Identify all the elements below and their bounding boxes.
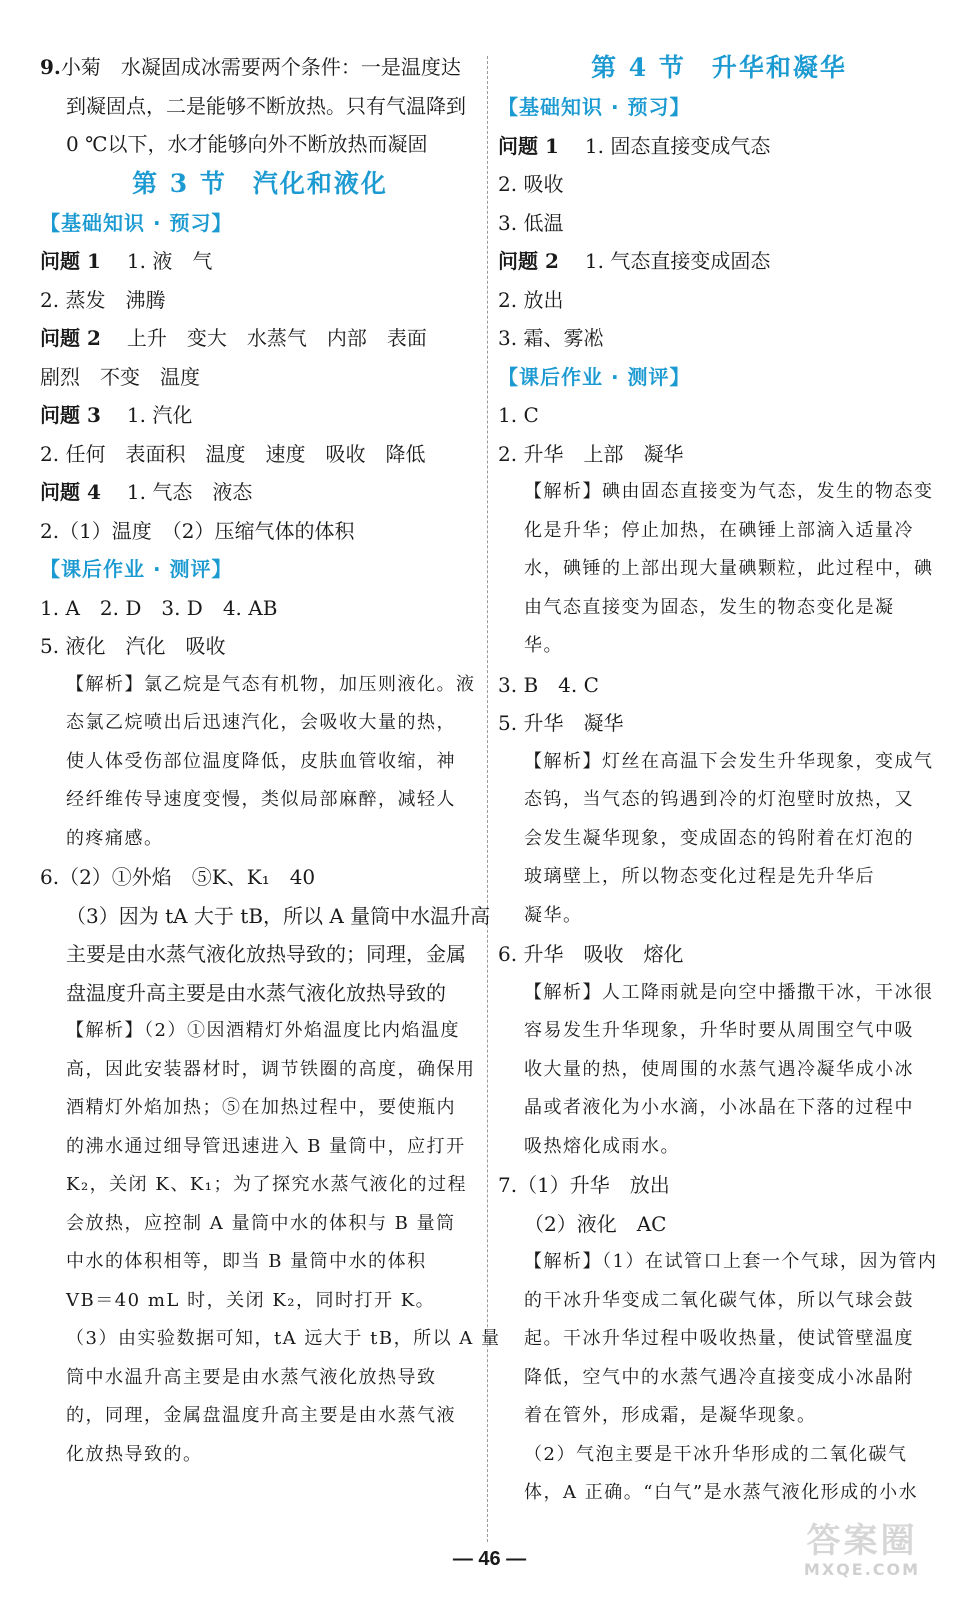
answer-text: 剧烈 不变 温度	[40, 364, 200, 389]
question-label: 问题 1	[498, 133, 559, 158]
homework-tag-left: 【课后作业 · 测评】	[40, 557, 233, 581]
right-homework-line: 着在管外，形成霜，是凝华现象。	[524, 1405, 817, 1426]
right-homework-line: 会发生凝华现象，变成固态的钨附着在灯泡的	[524, 827, 914, 849]
right-homework-line: 3. B 4. C	[498, 672, 599, 697]
left-homework-line: 【解析】（2）①因酒精灯外焰温度比内焰温度	[66, 1020, 460, 1041]
right-basic-line	[498, 242, 940, 281]
question-label: 问题 4	[40, 480, 101, 504]
left-homework-line: 会放热，应控制 A 量筒中水的体积与 B 量筒	[66, 1212, 456, 1234]
left-homework-answers	[40, 589, 501, 1475]
right-column	[498, 48, 940, 1513]
question-label: 问题 3	[40, 403, 101, 427]
right-homework-line: 由气态直接变为固态，发生的物态变化是凝	[524, 596, 895, 618]
left-basic-line	[40, 281, 480, 320]
left-homework-line: 使人体受伤部位温度降低，皮肤血管收缩，神	[66, 750, 456, 772]
right-homework-line: 2. 升华 上部 凝华	[498, 441, 684, 466]
left-homework-line: 化放热导致的。	[66, 1443, 203, 1465]
left-homework-line: 的疼痛感。	[66, 827, 164, 849]
left-basic-line	[40, 473, 480, 512]
right-basic-line	[498, 319, 940, 358]
answer-text: 3. 霜、雾凇	[498, 326, 604, 350]
right-homework-line: 态钨，当气态的钨遇到冷的灯泡壁时放热，又	[524, 789, 914, 810]
right-homework-line: 化是升华；停止加热，在碘锤上部滴入适量冷	[524, 519, 914, 541]
left-homework-line: VB＝40 mL 时，关闭 K₂，同时打开 K。	[66, 1289, 436, 1311]
right-basic-answers	[498, 127, 940, 358]
right-homework-line: （2）液化 AC	[524, 1211, 667, 1236]
right-homework-line: 【解析】（1）在试管口上套一个气球，因为管内	[524, 1251, 938, 1272]
right-homework-line: 降低，空气中的水蒸气遇冷直接变成小冰晶附	[524, 1366, 914, 1388]
right-homework-line: 起。干冰升华过程中吸收热量，使试管壁温度	[524, 1328, 914, 1349]
right-homework-line: 【解析】人工降雨就是向空中播撒干冰，干冰很	[524, 981, 934, 1003]
left-basic-answers	[40, 242, 480, 550]
right-homework-line: （2）气泡主要是干冰升华形成的二氧化碳气	[524, 1443, 908, 1465]
answer-text: 2.（1）温度 （2）压缩气体的体积	[40, 518, 355, 543]
right-homework-line: 【解析】灯丝在高温下会发生升华现象，变成气	[524, 750, 934, 772]
right-homework-line: 玻璃壁上，所以物态变化过程是先升华后	[524, 866, 875, 887]
left-homework-line: 5. 液化 汽化 吸收	[40, 634, 226, 658]
right-homework-line: 1. C	[498, 403, 539, 427]
left-homework-line: 态氯乙烷喷出后迅速汽化，会吸收大量的热，	[66, 712, 456, 733]
left-homework-line: 1. A 2. D 3. D 4. AB	[40, 595, 278, 620]
left-homework-line: K₂，关闭 K、K₁；为了探究水蒸气液化的过程	[66, 1174, 467, 1195]
left-basic-line	[40, 319, 480, 358]
page-number: — 46 —	[452, 1548, 527, 1570]
left-homework-line: 经纤维传导速度变慢，类似局部麻醉，减轻人	[66, 789, 456, 810]
q9-line-2: 到凝固点，二是能够不断放热。只有气温降到	[66, 93, 466, 118]
right-homework-line: 水，碘锤的上部出现大量碘颗粒，此过程中，碘	[524, 558, 934, 579]
right-homework-line: 凝华。	[524, 904, 583, 926]
question-label: 问题 2	[40, 326, 101, 350]
answer-text: 3. 低温	[498, 210, 564, 235]
left-homework-line: 高，因此安装器材时，调节铁圈的高度，确保用	[66, 1058, 476, 1080]
answer-text: 1. 固态直接变成气态	[584, 133, 771, 158]
q9-line-3: 0 ℃以下，水才能够向外不断放热而凝固	[66, 132, 428, 156]
left-homework-line: （3）由实验数据可知，tA 远大于 tB，所以 A 量	[66, 1328, 501, 1349]
answer-text: 1. 气态直接变成固态	[584, 249, 771, 273]
basic-knowledge-tag-right: 【基础知识 · 预习】	[498, 95, 691, 119]
right-homework-line: 容易发生升华现象，升华时要从周围空气中吸	[524, 1020, 914, 1041]
left-homework-line: 6.（2）①外焰 ⑤K、K₁ 40	[40, 865, 316, 889]
answer-text: 1. 气态 液态	[126, 480, 253, 504]
basic-knowledge-tag-left: 【基础知识 · 预习】	[40, 210, 233, 235]
question-label: 问题 2	[498, 249, 559, 273]
answer-text: 2. 蒸发 沸腾	[40, 287, 166, 312]
answer-text: 1. 液 气	[126, 249, 213, 273]
right-basic-line	[498, 165, 940, 204]
answer-text: 2. 吸收	[498, 172, 564, 196]
right-homework-line: 【解析】碘由固态直接变为气态，发生的物态变	[524, 481, 934, 502]
right-homework-answers	[498, 396, 940, 1513]
left-basic-line	[40, 435, 480, 474]
right-homework-line: 华。	[524, 635, 563, 656]
left-homework-line: 的，同理，金属盘温度升高主要是由水蒸气液	[66, 1405, 456, 1426]
right-homework-line: 收大量的热，使周围的水蒸气遇冷凝华成小冰	[524, 1058, 914, 1080]
right-basic-line	[498, 281, 940, 320]
homework-tag-right: 【课后作业 · 测评】	[498, 364, 691, 389]
section-4-title: 第 4 节 升华和凝华	[591, 53, 847, 82]
left-homework-line: 筒中水温升高主要是由水蒸气液化放热导致	[66, 1366, 437, 1388]
left-column	[40, 48, 501, 1474]
right-homework-line: 晶或者液化为小水滴，小冰晶在下落的过程中	[524, 1097, 914, 1118]
answer-text: 2. 任何 表面积 温度 速度 吸收 降低	[40, 441, 426, 466]
right-homework-line: 吸热熔化成雨水。	[524, 1135, 680, 1157]
answer-text: 2. 放出	[498, 287, 564, 312]
site-watermark: 答案圈 MXQE.COM	[803, 1521, 921, 1579]
left-homework-line: 【解析】氯乙烷是气态有机物，加压则液化。液	[66, 673, 476, 695]
right-homework-line: 5. 升华 凝华	[498, 711, 624, 735]
left-homework-line: （3）因为 tA 大于 tB，所以 A 量筒中水温升高	[66, 903, 491, 928]
answer-text: 1. 汽化	[126, 403, 193, 427]
right-basic-line	[498, 204, 940, 243]
answer-text: 上升 变大 水蒸气 内部 表面	[126, 326, 427, 350]
q9-line-1: 9.小菊 水凝固成冰需要两个条件：一是温度达	[40, 55, 461, 79]
right-homework-line: 7.（1）升华 放出	[498, 1173, 670, 1197]
right-homework-line: 的干冰升华变成二氧化碳气体，所以气球会鼓	[524, 1289, 914, 1311]
left-homework-line: 主要是由水蒸气液化放热导致的；同理，金属	[66, 942, 466, 966]
left-homework-line: 酒精灯外焰加热；⑤在加热过程中，要使瓶内	[66, 1097, 456, 1118]
section-3-title: 第 3 节 汽化和液化	[132, 168, 388, 198]
left-basic-line	[40, 396, 480, 435]
question-label: 问题 1	[40, 249, 101, 273]
right-basic-line	[498, 127, 940, 166]
left-basic-line	[40, 512, 480, 551]
left-basic-line	[40, 242, 480, 281]
right-homework-line: 体，A 正确。“白气”是水蒸气液化形成的小水	[524, 1482, 919, 1503]
right-homework-line: 6. 升华 吸收 熔化	[498, 942, 684, 966]
left-basic-line	[40, 358, 480, 397]
left-homework-line: 盘温度升高主要是由水蒸气液化放热导致的	[66, 980, 446, 1005]
left-homework-line: 中水的体积相等，即当 B 量筒中水的体积	[66, 1251, 427, 1272]
left-homework-line: 的沸水通过细导管迅速进入 B 量筒中，应打开	[66, 1135, 466, 1157]
